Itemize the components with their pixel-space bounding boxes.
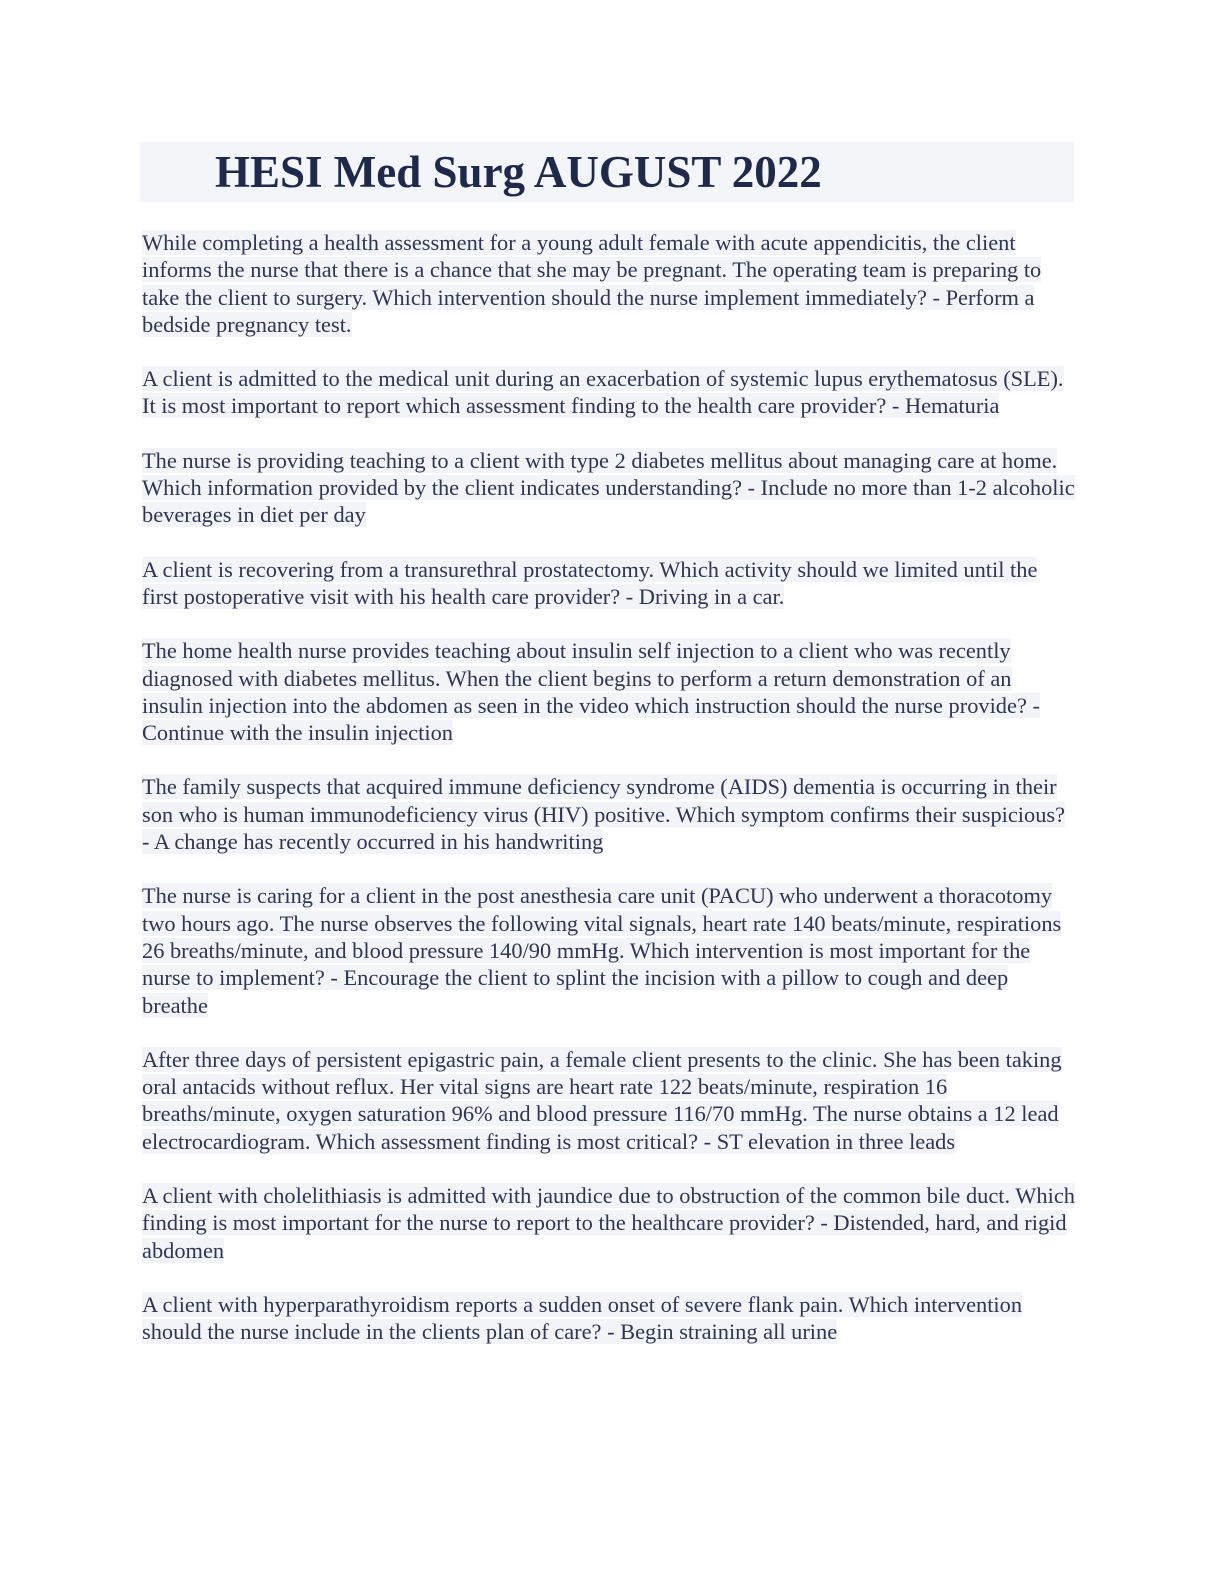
qa-text: A client is recovering from a transurethral prostatectomy. Which activity should we limited until the first postoperative visit with his health care provider? - Driving in a car. xyxy=(142,556,1038,609)
qa-text: A client is admitted to the medical unit during an exacerbation of systemic lupus erythematosus (SLE). It is most important to report which assessment finding to the health care provider? - Hematuria xyxy=(142,366,1064,419)
qa-text: The nurse is caring for a client in the post anesthesia care unit (PACU) who underwent a thoracotomy two hours ago. The nurse observes the following vital signals, heart rate 140 beats/minute, respirations 26 breaths/minute, and blood pressure 140/90 mmHg. Which intervention is most important for the nurse to implement? - Encourage the client to splint the incision with a pillow to cough and deep breathe xyxy=(142,883,1062,1018)
qa-item xyxy=(142,1182,1077,1264)
qa-item xyxy=(142,637,1077,746)
title-banner xyxy=(140,142,1074,202)
qa-text: A client with hyperparathyroidism reports a sudden onset of severe flank pain. Which intervention should the nurse include in the clients plan of care? - Begin straining all urine xyxy=(142,1291,1023,1345)
document-title: HESI Med Surg AUGUST 2022 xyxy=(215,147,822,197)
qa-item xyxy=(142,447,1077,529)
qa-item xyxy=(142,365,1077,420)
qa-item xyxy=(142,556,1077,611)
qa-text: The nurse is providing teaching to a client with type 2 diabetes mellitus about managing care at home. Which information provided by the client indicates understanding? - Include no more than 1-2 alcoholic beverages in diet per day xyxy=(142,447,1075,528)
qa-text: While completing a health assessment for a young adult female with acute appendicitis, the client informs the nurse that there is a chance that she may be pregnant. The operating team is preparing to take the client to surgery. Which intervention should the nurse implement immediately? - Perform a bedside pregnancy test. xyxy=(142,230,1042,337)
qa-item xyxy=(142,773,1077,855)
qa-item xyxy=(142,229,1077,338)
qa-text: A client with cholelithiasis is admitted with jaundice due to obstruction of the common bile duct. Which finding is most important for the nurse to report to the healthcare provider? - Distended, hard, and rigid abdomen xyxy=(142,1183,1075,1263)
qa-list xyxy=(142,229,1077,1373)
qa-item xyxy=(142,1046,1077,1155)
qa-text: The home health nurse provides teaching about insulin self injection to a client who was recently diagnosed with diabetes mellitus. When the client begins to perform a return demonstration of an insulin injection into the abdomen as seen in the video which instruction should the nurse provide? - Continue with the insulin injection xyxy=(142,638,1040,746)
qa-text: The family suspects that acquired immune deficiency syndrome (AIDS) dementia is occurring in their son who is human immunodeficiency virus (HIV) positive. Which symptom confirms their suspicious? - A change has recently occurred in his handwriting xyxy=(142,774,1066,855)
qa-text: After three days of persistent epigastric pain, a female client presents to the clinic. She has been taking oral antacids without reflux. Her vital signs are heart rate 122 beats/minute, respiration 16 breaths/minute, oxygen saturation 96% and blood pressure 116/70 mmHg. The nurse obtains a 12 lead electrocardiogram. Which assessment finding is most critical? - ST elevation in three leads xyxy=(142,1046,1062,1154)
qa-item xyxy=(142,882,1077,1018)
qa-item xyxy=(142,1291,1077,1346)
